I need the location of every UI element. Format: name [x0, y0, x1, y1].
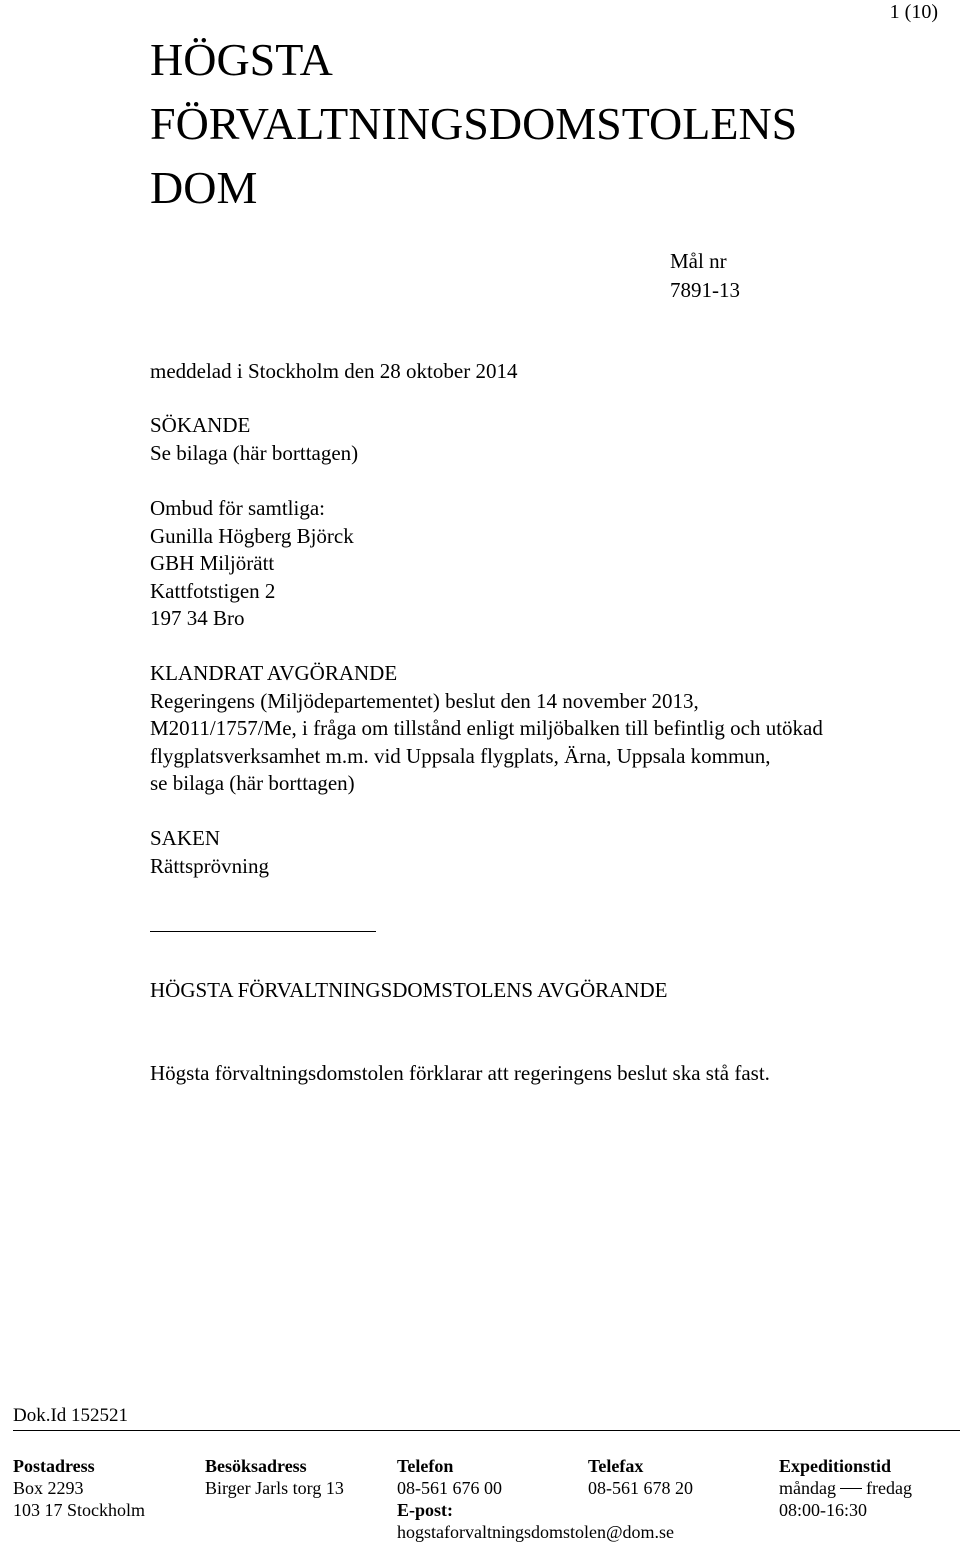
applicant-heading: SÖKANDE — [150, 413, 251, 437]
contested-line: flygplatsverksamhet m.m. vid Uppsala flygplats, Ärna, Uppsala kommun, — [150, 743, 771, 768]
postal-line: 103 17 Stockholm — [13, 1500, 146, 1520]
page-number: 1 (10) — [889, 1, 938, 23]
case-label: Mål nr — [670, 249, 727, 273]
fax-value: 08-561 678 20 — [588, 1478, 693, 1498]
phone-heading: Telefon — [397, 1456, 454, 1476]
hours-day-from: måndag — [779, 1478, 836, 1498]
announcement-line: meddelad i Stockholm den 28 oktober 2014 — [150, 359, 518, 383]
ruling-text: Högsta förvaltningsdomstolen förklarar att regeringens beslut ska stå fast. — [150, 1061, 770, 1085]
hours-day-to: fredag — [866, 1478, 912, 1498]
matter-heading: SAKEN — [150, 826, 221, 850]
counsel-line: Kattfotstigen 2 — [150, 578, 276, 603]
contested-line: se bilaga (här borttagen) — [150, 771, 355, 795]
email-link[interactable]: hogstaforvaltningsdomstolen@dom.se — [397, 1522, 675, 1542]
fax-heading: Telefax — [588, 1456, 644, 1476]
applicant-text: Se bilaga (här borttagen) — [150, 440, 359, 465]
contested-line: M2011/1757/Me, i fråga om tillstånd enligt miljöbalken till befintlig och utökad — [150, 716, 823, 740]
footer-postal — [13, 1455, 145, 1521]
visiting-heading: Besöksadress — [205, 1456, 307, 1476]
counsel-line: Ombud för samtliga: — [150, 496, 325, 520]
matter-section — [150, 825, 269, 880]
title-line: FÖRVALTNINGSDOMSTOLENS — [150, 98, 798, 149]
document-id: Dok.Id 152521 — [13, 1405, 129, 1426]
footer-hours — [779, 1455, 912, 1521]
hours-dash — [840, 1488, 862, 1499]
footer-divider — [13, 1430, 960, 1431]
contested-section — [150, 660, 823, 798]
footer-fax — [588, 1455, 693, 1499]
email-label: E-post: — [397, 1500, 454, 1520]
counsel-section — [150, 495, 354, 633]
document-title — [150, 28, 797, 220]
section-divider — [150, 931, 376, 932]
hours-days — [779, 1477, 912, 1499]
postal-heading: Postadress — [13, 1456, 95, 1476]
title-line: DOM — [150, 162, 258, 213]
footer-visiting — [205, 1455, 344, 1499]
hours-heading: Expeditionstid — [779, 1456, 892, 1476]
counsel-line: 197 34 Bro — [150, 606, 245, 630]
hours-time: 08:00-16:30 — [779, 1500, 867, 1520]
matter-text: Rättsprövning — [150, 853, 269, 878]
phone-value: 08-561 676 00 — [397, 1478, 502, 1498]
postal-line: Box 2293 — [13, 1478, 84, 1498]
counsel-line: GBH Miljörätt — [150, 551, 275, 575]
title-line: HÖGSTA — [150, 34, 333, 85]
counsel-line: Gunilla Högberg Björck — [150, 523, 354, 548]
ruling-heading: HÖGSTA FÖRVALTNINGSDOMSTOLENS AVGÖRANDE — [150, 978, 668, 1002]
contested-heading: KLANDRAT AVGÖRANDE — [150, 661, 398, 685]
visiting-line: Birger Jarls torg 13 — [205, 1478, 344, 1498]
case-number: 7891-13 — [670, 278, 740, 302]
applicant-section — [150, 412, 358, 467]
contested-line: Regeringens (Miljödepartementet) beslut den 14 november 2013, — [150, 688, 699, 713]
